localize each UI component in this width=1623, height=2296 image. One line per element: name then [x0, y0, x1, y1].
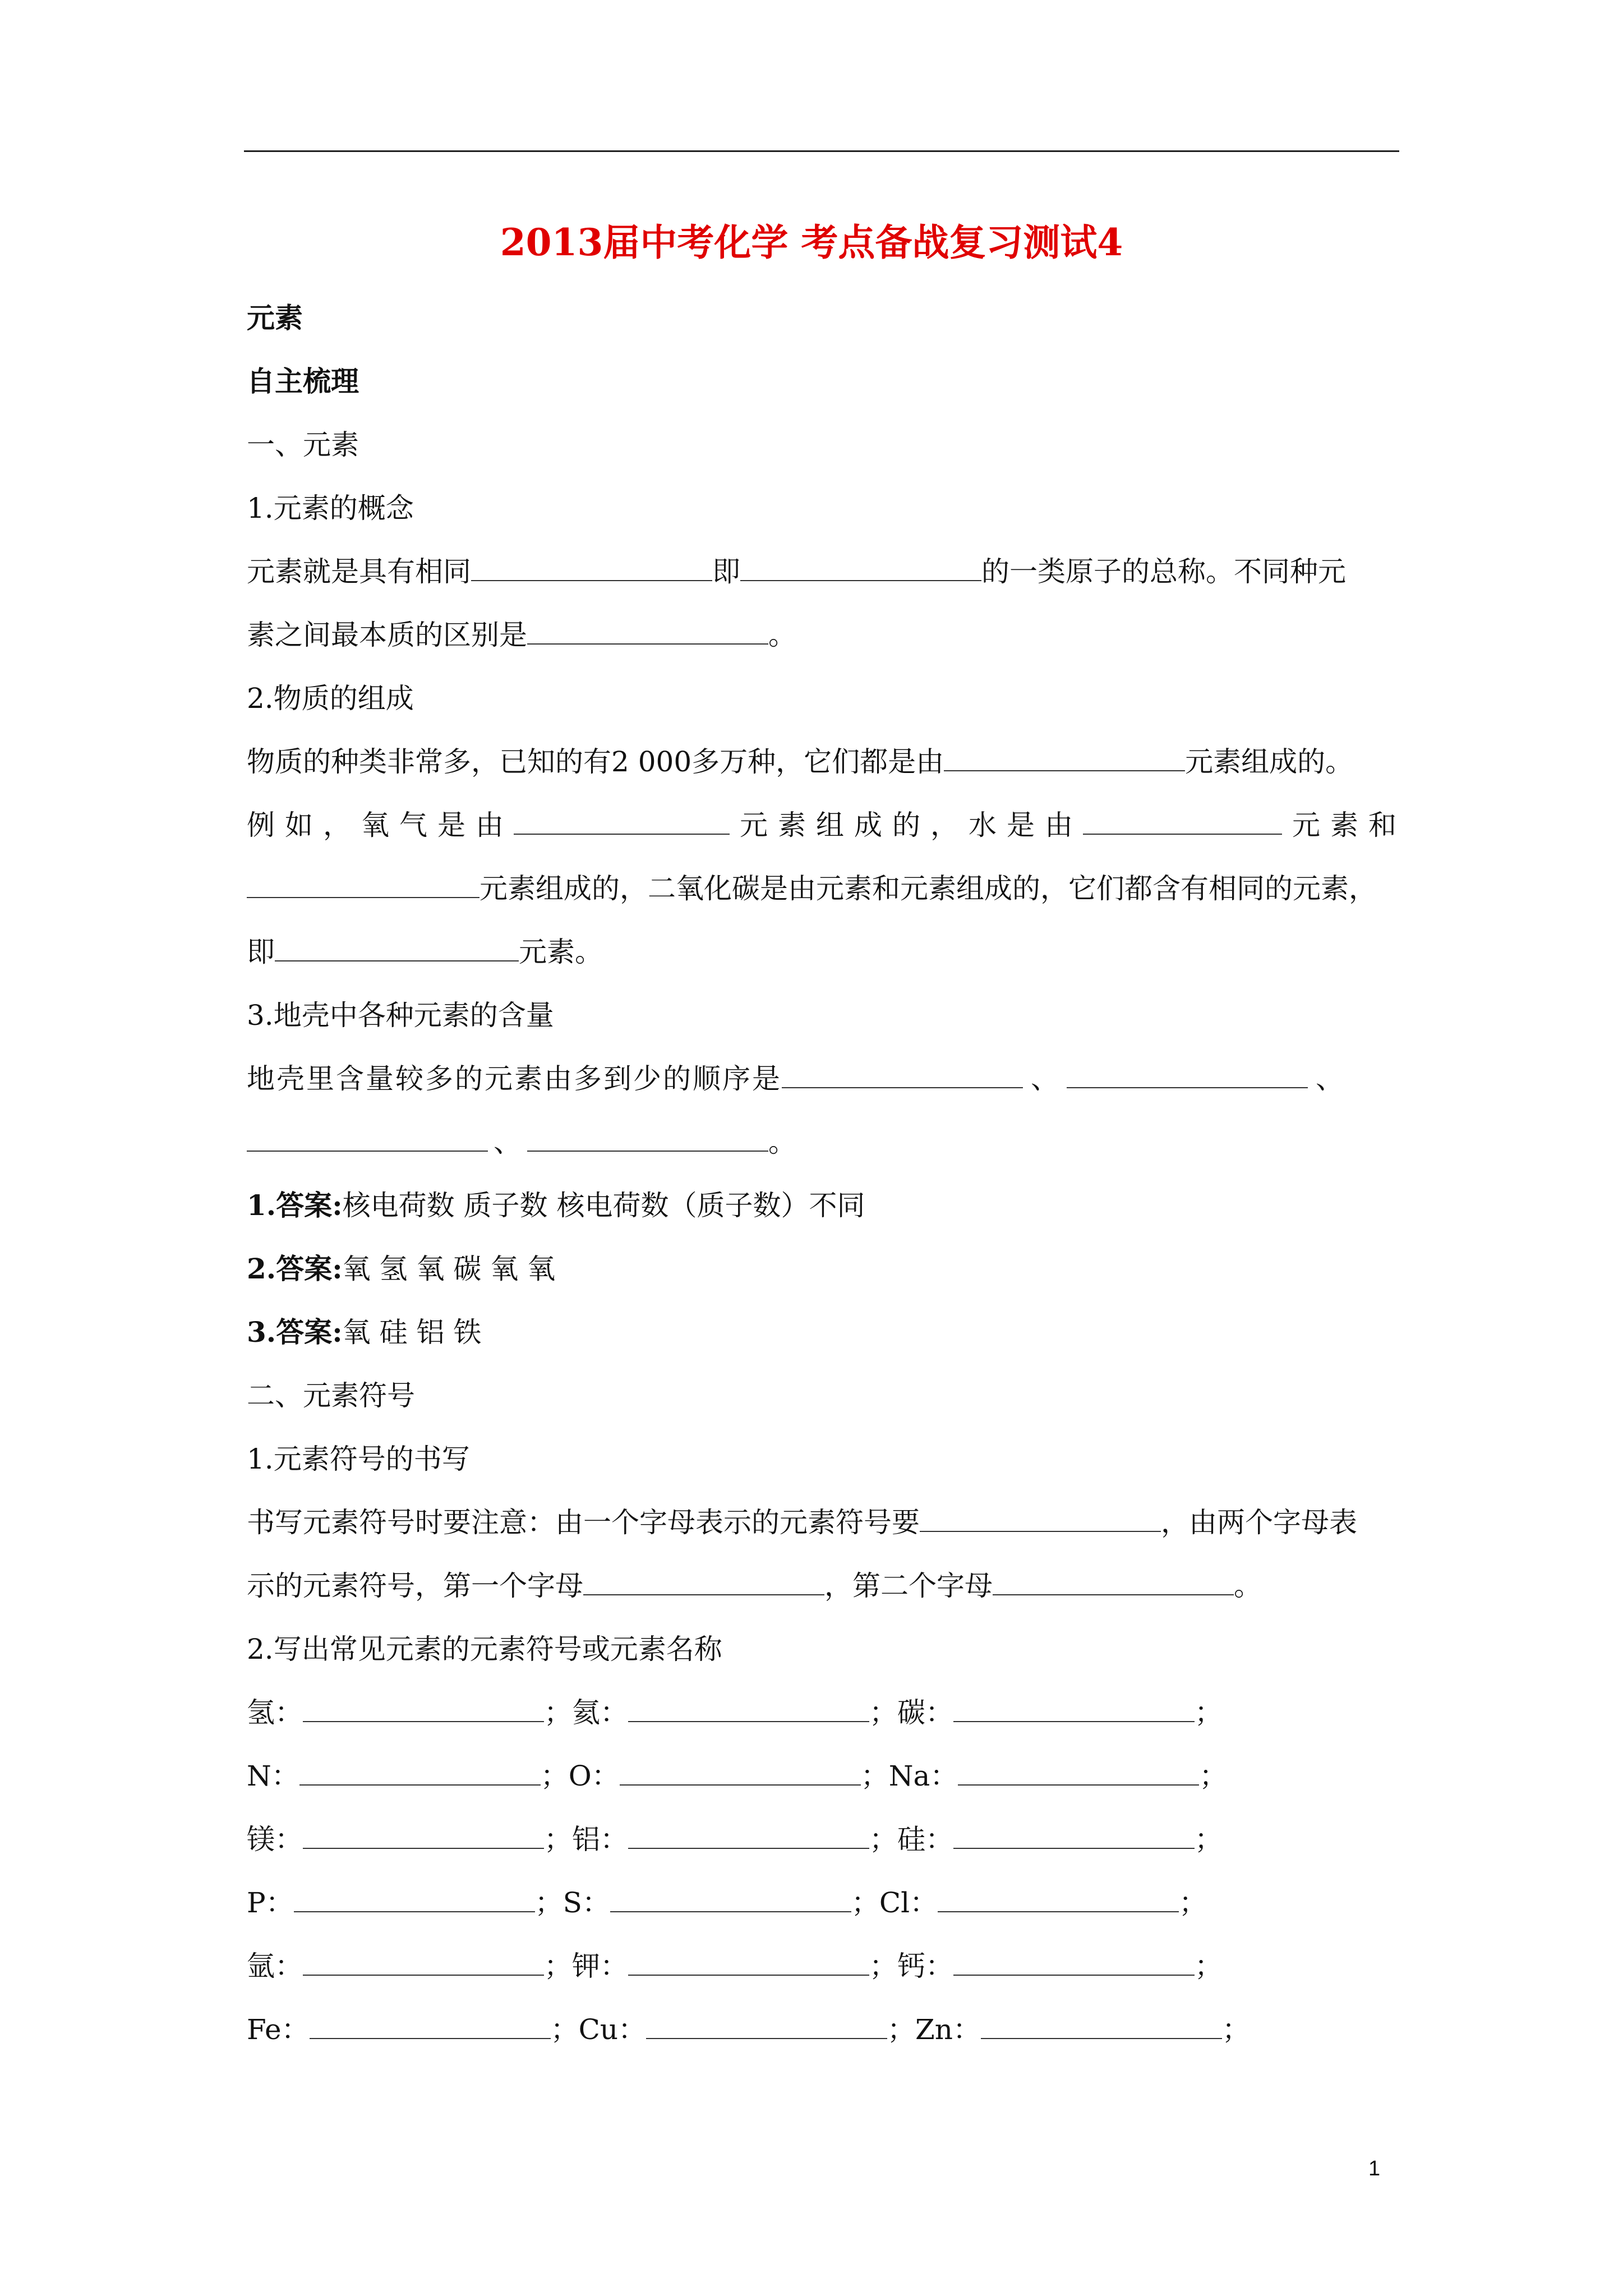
blank-field[interactable]	[310, 2013, 551, 2039]
symbol-row: Fe： ；Cu： ；Zn： ；	[247, 2013, 1250, 2046]
paragraph-line: 即 元素。	[247, 936, 603, 968]
paragraph-line: 素之间最本质的区别是 。	[247, 619, 796, 651]
blank-field[interactable]	[527, 1126, 768, 1152]
header-rule	[244, 150, 1399, 152]
blank-field[interactable]	[944, 746, 1185, 771]
section-1-heading: 一、元素	[247, 429, 359, 461]
blank-field[interactable]	[583, 1570, 824, 1595]
subsection-2-2: 2.写出常见元素的元素符号或元素名称	[247, 1633, 722, 1665]
blank-field[interactable]	[527, 619, 768, 645]
paragraph-line: 地壳里含量较多的元素由多到少的顺序是 、 、	[247, 1062, 1344, 1095]
blank-field[interactable]	[610, 1887, 851, 1912]
answer-2: 2.答案:氧 氢 氧 碳 氧 氧	[247, 1252, 556, 1285]
answer-1: 1.答案:核电荷数 质子数 核电荷数（质子数）不同	[247, 1189, 865, 1222]
paragraph-line: 书写元素符号时要注意：由一个字母表示的元素符号要 ，由两个字母表	[247, 1506, 1357, 1539]
blank-field[interactable]	[993, 1570, 1234, 1595]
paragraph-line: 例如，氧气是由 元素组成的，水是由 元素和	[247, 809, 1407, 841]
blank-field[interactable]	[740, 555, 981, 581]
blank-field[interactable]	[1067, 1062, 1308, 1088]
symbol-row: 镁： ；铝： ；硅： ；	[247, 1823, 1223, 1856]
blank-field[interactable]	[920, 1506, 1161, 1532]
answer-3: 3.答案:氧 硅 铝 铁	[247, 1315, 482, 1349]
blank-field[interactable]	[953, 1950, 1195, 1976]
symbol-row: P： ；S： ；Cl： ；	[247, 1887, 1207, 1919]
blank-field[interactable]	[953, 1696, 1195, 1722]
blank-field[interactable]	[938, 1887, 1179, 1912]
blank-field[interactable]	[471, 555, 712, 581]
blank-field[interactable]	[247, 872, 479, 898]
blank-field[interactable]	[646, 2013, 887, 2039]
blank-field[interactable]	[303, 1950, 544, 1976]
symbol-row: N： ；O： ；Na： ；	[247, 1760, 1228, 1792]
blank-field[interactable]	[1083, 809, 1282, 835]
subsection-1-3: 3.地壳中各种元素的含量	[247, 999, 554, 1032]
section-2-heading: 二、元素符号	[247, 1379, 415, 1412]
blank-field[interactable]	[981, 2013, 1222, 2039]
blank-field[interactable]	[628, 1950, 869, 1976]
blank-field[interactable]	[782, 1062, 1023, 1088]
blank-field[interactable]	[958, 1760, 1199, 1786]
blank-field[interactable]	[953, 1823, 1195, 1849]
heading-element: 元素	[247, 301, 303, 334]
blank-field[interactable]	[628, 1823, 869, 1849]
blank-field[interactable]	[303, 1696, 544, 1722]
paragraph-line: 示的元素符号，第一个字母 ，第二个字母 。	[247, 1570, 1262, 1602]
paragraph-line: 元素就是具有相同 即 的一类原子的总称。不同种元	[247, 555, 1346, 588]
blank-field[interactable]	[299, 1760, 541, 1786]
paragraph-line: 元素组成的，二氧化碳是由元素和元素组成的，它们都含有相同的元素，	[247, 866, 1377, 911]
blank-field[interactable]	[247, 1126, 488, 1152]
page-title: 2013届中考化学 考点备战复习测试4	[500, 220, 1123, 264]
blank-field[interactable]	[275, 936, 519, 961]
heading-self-review: 自主梳理	[247, 365, 359, 398]
blank-field[interactable]	[620, 1760, 861, 1786]
subsection-1-1: 1.元素的概念	[247, 492, 414, 524]
page-number: 1	[1368, 2157, 1381, 2180]
blank-field[interactable]	[294, 1887, 535, 1912]
subsection-2-1: 1.元素符号的书写	[247, 1443, 470, 1475]
subsection-1-2: 2.物质的组成	[247, 682, 414, 715]
blank-field[interactable]	[628, 1696, 869, 1722]
blank-field[interactable]	[303, 1823, 544, 1849]
paragraph-line: 物质的种类非常多，已知的有2 000多万种，它们都是由 元素组成的。	[247, 746, 1354, 778]
paragraph-line: 、 。	[247, 1120, 796, 1165]
symbol-row: 氢： ；氦： ；碳： ；	[247, 1696, 1223, 1729]
symbol-row: 氩： ；钾： ；钙： ；	[247, 1950, 1223, 1982]
blank-field[interactable]	[514, 809, 730, 835]
